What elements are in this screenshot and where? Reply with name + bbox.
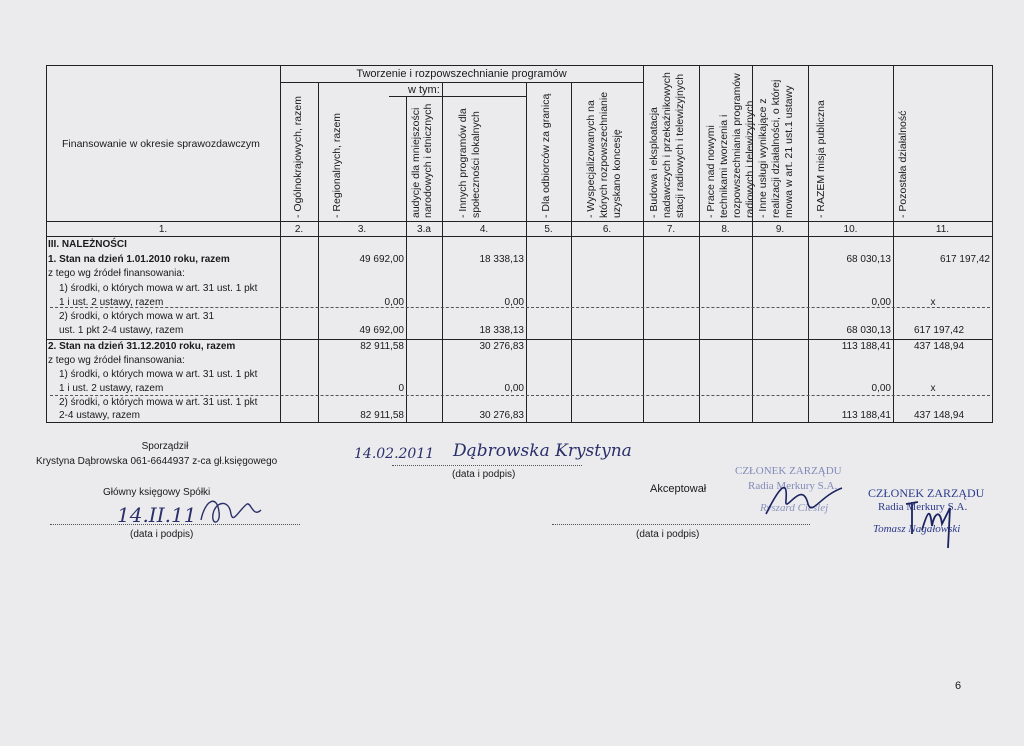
colnum-11: 11.	[935, 224, 950, 235]
col-ogolnokrajowe: - Ogólnokrajowych, razem	[292, 96, 304, 218]
row-header: Finansowanie w okresie sprawozdawczym	[62, 138, 260, 150]
row-label: 1. Stan na dzień 1.01.2010 roku, razem	[48, 254, 230, 265]
cell-c11: 617 197,42	[939, 254, 990, 265]
row-label-l2: 2-4 ustawy, razem	[59, 410, 140, 421]
col-wyspecjalizowane-l2: których rozpowszechnianie	[598, 91, 610, 218]
colnum-6: 6.	[602, 224, 612, 235]
cell-c4: 18 338,13	[479, 254, 524, 265]
left-sign-label: (data i podpis)	[130, 529, 194, 540]
cell-c10: 68 030,13	[846, 254, 891, 265]
cell-c3: 82 911,58	[360, 410, 404, 421]
col-prace-l3: rozpowszechniania programów	[731, 73, 743, 218]
col-budowa-l1: - Budowa i eksploatacja	[648, 107, 660, 218]
cell-c4: 30 276,83	[479, 410, 524, 421]
stamp1-line3: Ryszard Cieślej	[760, 502, 829, 514]
cell-c11: x	[930, 297, 936, 308]
cell-c11: x	[930, 383, 936, 394]
stamp1-line1: CZŁONEK ZARZĄDU	[735, 465, 842, 477]
left-signature-line	[50, 524, 300, 525]
colnum-10: 10.	[843, 224, 858, 235]
signature-scribble-stamp1	[758, 470, 848, 520]
row-sub-label: z tego wg źródeł finansowania:	[48, 268, 185, 279]
cell-c3: 82 911,58	[360, 341, 404, 352]
col-prace-l1: - Prace nad nowymi	[705, 125, 717, 218]
signature-scribble-stamp2	[900, 490, 960, 552]
stamp1-line2: Radia Merkury S.A.	[748, 480, 838, 492]
col-inne-programy-l2: społeczności lokalnych	[470, 111, 482, 218]
cell-c10: 113 188,41	[841, 341, 891, 352]
section-title: III. NALEŻNOŚCI	[48, 239, 127, 250]
colnum-8: 8.	[721, 224, 730, 235]
colnum-2: 2.	[294, 224, 304, 235]
cell-c4: 18 338,13	[479, 325, 524, 336]
colnum-5: 5.	[544, 224, 553, 235]
col-prace-l4: radiowych i telewizyjnych	[744, 100, 756, 218]
cell-c3: 0,00	[384, 297, 404, 308]
row-label-l1: 1) środki, o których mowa w art. 31 ust. 1 pkt	[59, 369, 258, 380]
row-label: 2. Stan na dzień 31.12.2010 roku, razem	[48, 341, 236, 352]
col-inne-uslugi-l3: mowa w art. 21 ust.1 ustawy	[783, 85, 795, 218]
chief-accountant-label: Główny księgowy Spółki	[103, 487, 211, 498]
colnum-1: 1.	[158, 224, 168, 235]
cell-c4: 0,00	[504, 297, 524, 308]
stamp2-line2: Radia Merkury S.A.	[878, 501, 968, 513]
colnum-4: 4.	[479, 224, 489, 235]
cell-c11: 437 148,94	[913, 341, 965, 352]
col-prace-clip	[700, 66, 756, 221]
colnum-9: 9.	[775, 224, 785, 235]
row-label-l2: 1 i ust. 2 ustawy, razem	[59, 297, 164, 308]
col-za-granica: - Dla odbiorców za granicą	[540, 93, 552, 218]
col-regionalne: - Regionalnych, razem	[331, 112, 343, 218]
col-wyspecjalizowane-l3: uzyskano koncesję	[611, 129, 623, 218]
right-sign-label: (data i podpis)	[636, 529, 700, 540]
row-label-l2: 1 i ust. 2 ustawy, razem	[59, 383, 164, 394]
col-pozostala: - Pozostała działalność	[897, 110, 909, 218]
subgroup-title: w tym:	[408, 84, 440, 96]
colnum-7: 7.	[666, 224, 676, 235]
col-budowa-l2: nadawczych i przekaźnikowych	[661, 72, 673, 218]
handwritten-date-1: 14.02.2011	[354, 446, 435, 462]
handwritten-name: Dąbrowska Krystyna	[453, 441, 632, 461]
cell-c3: 49 692,00	[359, 254, 404, 265]
prepared-by: Krystyna Dąbrowska 061-6644937 z-ca gł.księgowego	[36, 456, 278, 467]
page-number: 6	[955, 680, 962, 692]
row-label-l1: 2) środki, o których mowa w art. 31	[59, 311, 215, 322]
colnum-3: 3.	[357, 224, 367, 235]
cell-c4: 30 276,83	[479, 341, 524, 352]
col-budowa-l3: stacji radiowych i telewizyjnych	[674, 73, 686, 218]
cell-c10: 68 030,13	[846, 325, 891, 336]
handwritten-date-2: 14.II.11	[117, 503, 197, 527]
col-inne-uslugi-l1: - Inne usługi wynikające z	[757, 98, 769, 218]
cell-c11: 617 197,42	[913, 325, 965, 336]
cell-c3: 0	[398, 383, 404, 394]
col-inne-programy-l1: - Innych programów dla	[457, 108, 469, 218]
col-inne-uslugi-l2: realizacji działalności, o której	[770, 79, 782, 218]
cell-c4: 0,00	[504, 383, 524, 394]
cell-c10: 0,00	[871, 383, 891, 394]
row-label-l2: ust. 1 pkt 2-4 ustawy, razem	[59, 325, 184, 336]
colnum-3a: 3.a	[417, 224, 431, 235]
col-mniejszosci-l2: narodowych i etnicznych	[422, 103, 434, 218]
col-prace-l2: technikami tworzenia i	[718, 114, 730, 218]
right-signature-line	[552, 524, 810, 525]
accepted-label: Akceptował	[650, 483, 707, 495]
prepared-label: Sporządził	[141, 441, 189, 452]
date-sign-label: (data i podpis)	[452, 469, 516, 480]
col-razem-misja: - RAZEM misja publiczna	[815, 100, 827, 218]
row-label-l1: 1) środki, o których mowa w art. 31 ust. 1 pkt	[59, 283, 258, 294]
group-title: Tworzenie i rozpowszechnianie programów	[356, 68, 567, 80]
cell-c3: 49 692,00	[359, 325, 404, 336]
row-label-l1: 2) środki, o których mowa w art. 31 ust. 1 pkt	[59, 397, 258, 408]
stamp2-line1: CZŁONEK ZARZĄDU	[868, 486, 985, 500]
cell-c10: 0,00	[871, 297, 891, 308]
col-mniejszosci-l1: audycje dla mniejszości	[410, 107, 422, 218]
cell-c10: 113 188,41	[841, 410, 891, 421]
col-wyspecjalizowane-l1: - Wyspecjalizowanych na	[585, 100, 597, 218]
signature-line	[392, 465, 582, 466]
row-sub-label: z tego wg źródeł finansowania:	[48, 355, 185, 366]
cell-c11: 437 148,94	[913, 410, 965, 421]
stamp2-line3: Tomasz Nagałowski	[873, 523, 961, 535]
